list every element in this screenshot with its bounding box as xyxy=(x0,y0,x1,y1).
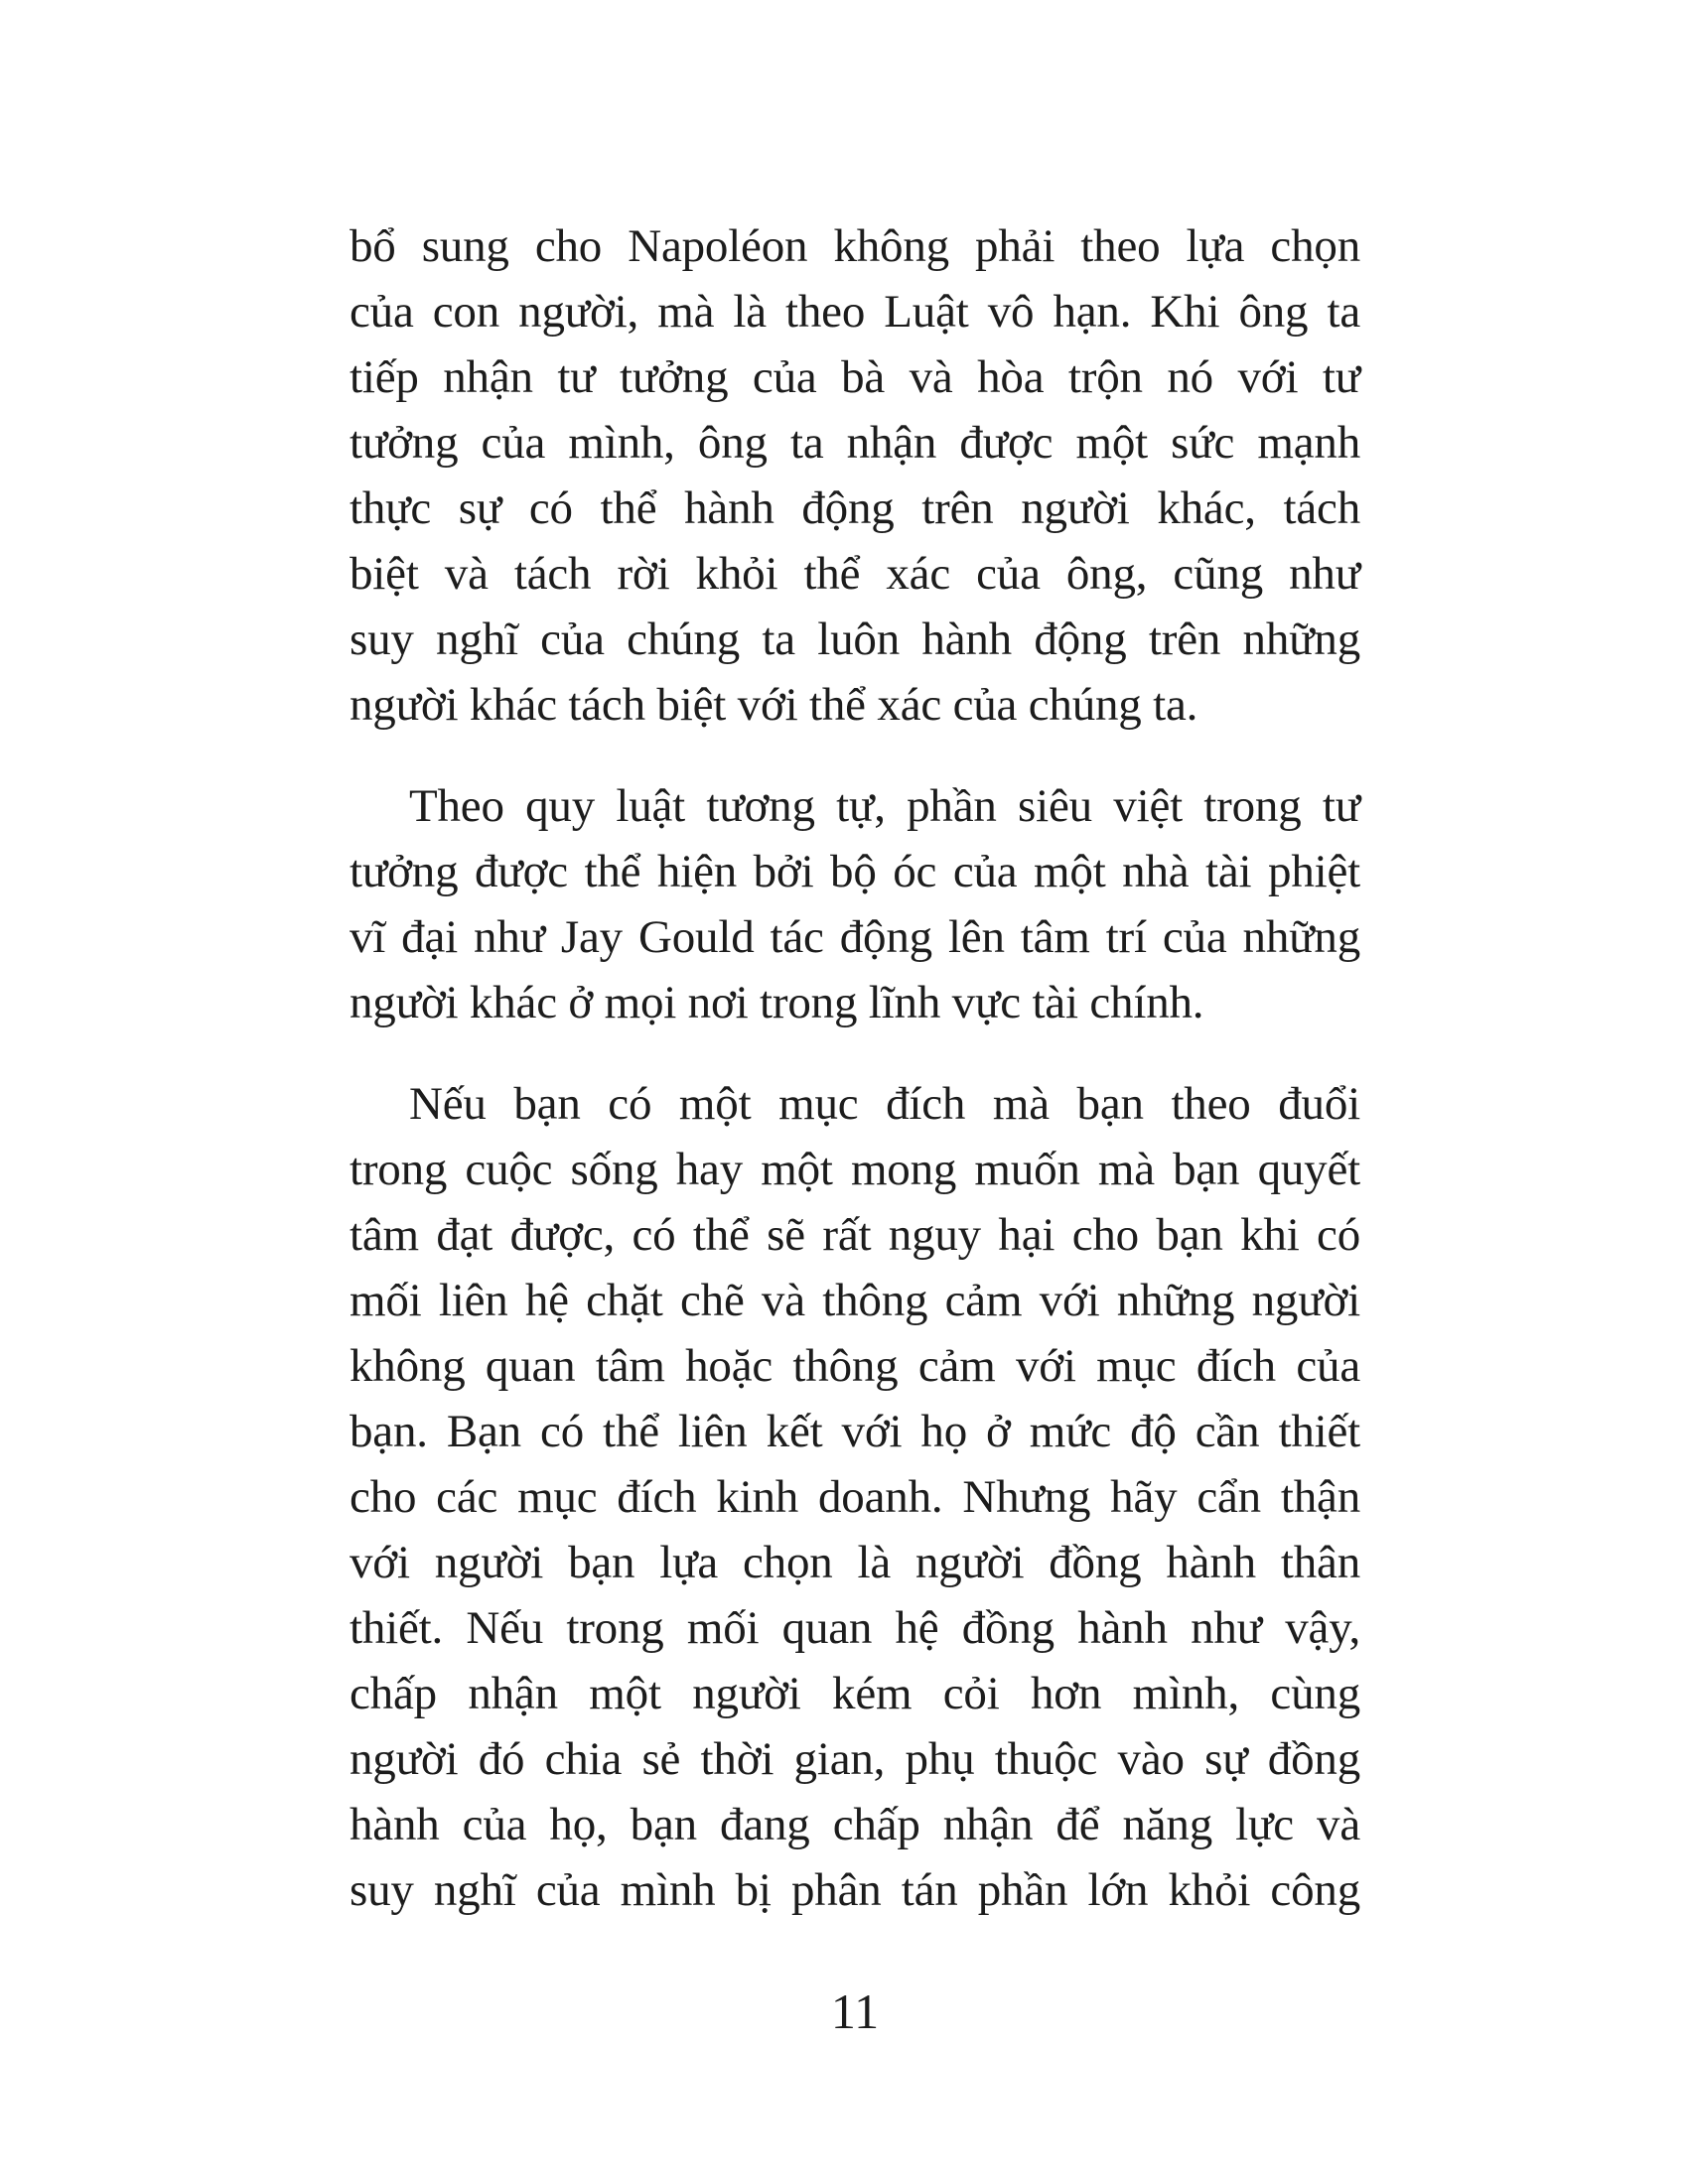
text-line: thiết. Nếu trong mối quan hệ đồng hành như vậy, xyxy=(350,1602,1360,1654)
text-line: chấp nhận một người kém cỏi hơn mình, cùng xyxy=(350,1668,1360,1719)
text-line: người khác tách biệt với thể xác của chúng ta. xyxy=(350,679,1198,731)
text-line: với người bạn lựa chọn là người đồng hành thân xyxy=(350,1537,1360,1588)
text-line: bạn. Bạn có thể liên kết với họ ở mức độ cần thiết xyxy=(350,1406,1360,1457)
text-line: của con người, mà là theo Luật vô hạn. Khi ông ta xyxy=(350,286,1360,338)
text-line: bổ sung cho Napoléon không phải theo lựa chọn xyxy=(350,220,1360,272)
text-line: hành của họ, bạn đang chấp nhận để năng lực và xyxy=(350,1799,1360,1850)
text-line: suy nghĩ của mình bị phân tán phần lớn khỏi công xyxy=(350,1864,1360,1916)
text-line: vĩ đại như Jay Gould tác động lên tâm trí của những xyxy=(350,911,1360,963)
paragraph-1 xyxy=(350,213,1360,738)
text-line: biệt và tách rời khỏi thể xác của ông, cũng như xyxy=(350,548,1360,600)
text-line: Theo quy luật tương tự, phần siêu việt trong tư xyxy=(409,780,1360,832)
text-line: tâm đạt được, có thể sẽ rất nguy hại cho bạn khi có xyxy=(350,1209,1360,1261)
text-line: suy nghĩ của chúng ta luôn hành động trên những xyxy=(350,614,1360,665)
paragraph-3 xyxy=(350,1071,1360,1923)
text-line: tưởng được thể hiện bởi bộ óc của một nhà tài phiệt xyxy=(350,846,1360,897)
text-line: Nếu bạn có một mục đích mà bạn theo đuổi xyxy=(409,1078,1360,1130)
text-line: tưởng của mình, ông ta nhận được một sức mạnh xyxy=(350,417,1360,469)
text-line: thực sự có thể hành động trên người khác, tách xyxy=(350,482,1360,534)
text-line: người khác ở mọi nơi trong lĩnh vực tài chính. xyxy=(350,977,1204,1028)
text-line: mối liên hệ chặt chẽ và thông cảm với những người xyxy=(350,1275,1360,1326)
text-block xyxy=(350,213,1360,1923)
paragraph-2 xyxy=(350,773,1360,1035)
text-line: không quan tâm hoặc thông cảm với mục đích của xyxy=(350,1340,1360,1392)
text-line: tiếp nhận tư tưởng của bà và hòa trộn nó với tư xyxy=(350,351,1360,403)
text-line: người đó chia sẻ thời gian, phụ thuộc vào sự đồng xyxy=(350,1733,1360,1785)
text-line: trong cuộc sống hay một mong muốn mà bạn quyết xyxy=(350,1144,1360,1195)
page-number: 11 xyxy=(830,1983,880,2039)
text-line: cho các mục đích kinh doanh. Nhưng hãy cẩn thận xyxy=(350,1471,1360,1523)
